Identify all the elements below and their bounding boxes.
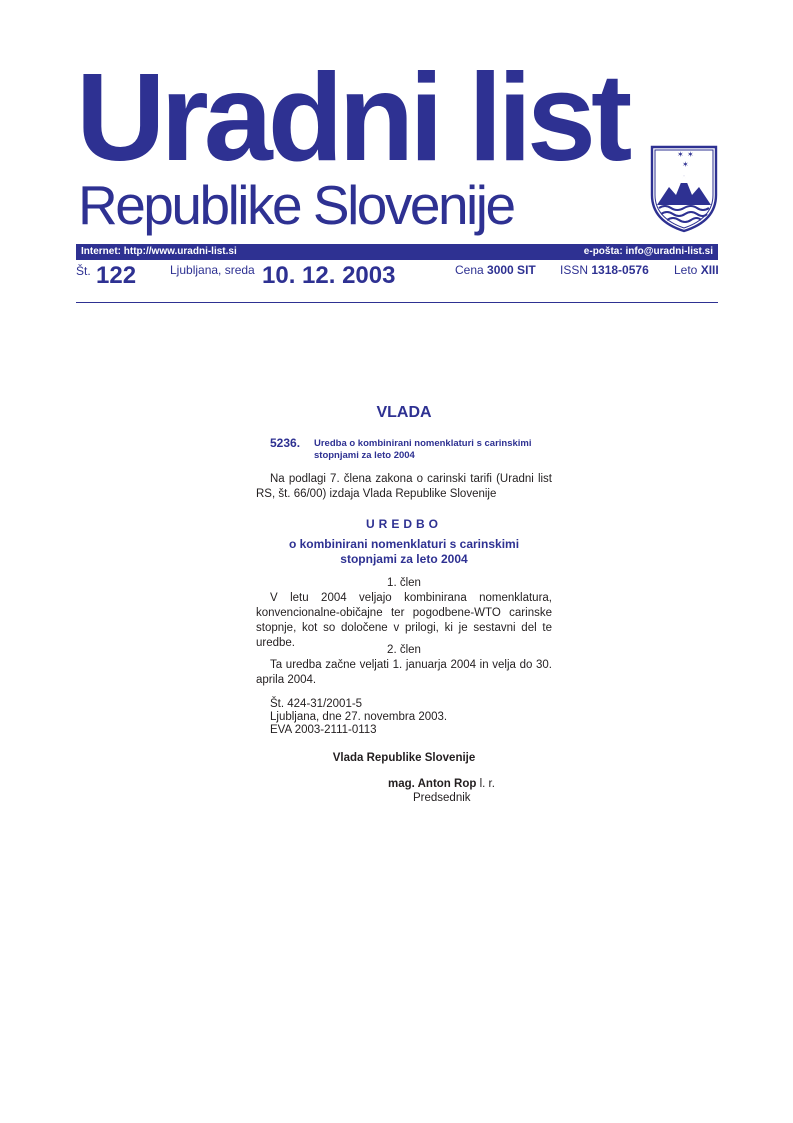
article-2-title: 2. člen — [387, 644, 421, 656]
preamble: Na podlagi 7. člena zakona o carinski tarifi (Uradni list RS, št. 66/00) izdaja Vlada Republike Slovenije — [256, 473, 552, 500]
signer-name: mag. Anton Rop — [388, 778, 477, 790]
year-label: Leto — [674, 263, 698, 277]
decree-subtitle — [256, 537, 552, 567]
article-1-text: V letu 2004 veljajo kombinirana nomenklatura, konvencionalne-običajne ter pogodbene-WTO carinske stopnje, kot so določene v prilogi, ki je sestavni del te uredbe. — [256, 592, 552, 649]
masthead-contact-bar — [76, 244, 718, 260]
document-title: Uredba o kombinirani nomenklaturi s carinskimi stopnjami za leto 2004 — [314, 438, 532, 461]
issn — [560, 264, 649, 276]
decree-subtitle-line: o kombinirani nomenklaturi s carinskimi — [288, 537, 520, 551]
signer-role: Predsednik — [413, 792, 471, 804]
section-title: VLADA — [376, 404, 432, 421]
price-label: Cena — [455, 263, 484, 277]
place-day: Ljubljana, sreda — [170, 263, 255, 277]
svg-text:✶: ✶ — [677, 150, 684, 159]
reference-eva: EVA 2003-2111-0113 — [270, 724, 377, 736]
svg-text:✶: ✶ — [682, 160, 689, 169]
price — [455, 264, 536, 276]
decree-subtitle-line: stopnjami za leto 2004 — [340, 552, 468, 566]
document-number: 5236. — [270, 436, 301, 450]
signer — [388, 778, 495, 790]
article-2-text: Ta uredba začne veljati 1. januarja 2004 in velja do 30. aprila 2004. — [256, 659, 552, 686]
signer-suffix: l. r. — [479, 778, 495, 790]
header-divider — [76, 302, 718, 303]
email-link[interactable]: e-pošta: info@uradni-list.si — [583, 246, 713, 257]
masthead-subtitle: Republike Slovenije — [78, 174, 514, 236]
price-value: 3000 SIT — [487, 263, 536, 277]
issue-number: 122 — [96, 262, 137, 289]
svg-text:✶: ✶ — [687, 150, 694, 159]
masthead-title: Uradni list — [76, 49, 628, 187]
issue-label: Št. — [76, 264, 91, 278]
signatory: Vlada Republike Slovenije — [332, 752, 476, 764]
article-1-title: 1. člen — [387, 577, 421, 589]
issn-value: 1318-0576 — [591, 263, 649, 277]
reference-number: Št. 424-31/2001-5 — [270, 698, 363, 710]
issue-date: 10. 12. 2003 — [262, 262, 396, 289]
volume-year — [674, 264, 719, 276]
reference-place-date: Ljubljana, dne 27. novembra 2003. — [270, 711, 448, 723]
year-value: XIII — [700, 263, 719, 277]
issn-label: ISSN — [560, 263, 589, 277]
internet-link[interactable]: Internet: http://www.uradni-list.si — [81, 246, 237, 257]
coat-of-arms-icon — [649, 141, 719, 233]
decree-heading: UREDBO — [365, 517, 442, 531]
